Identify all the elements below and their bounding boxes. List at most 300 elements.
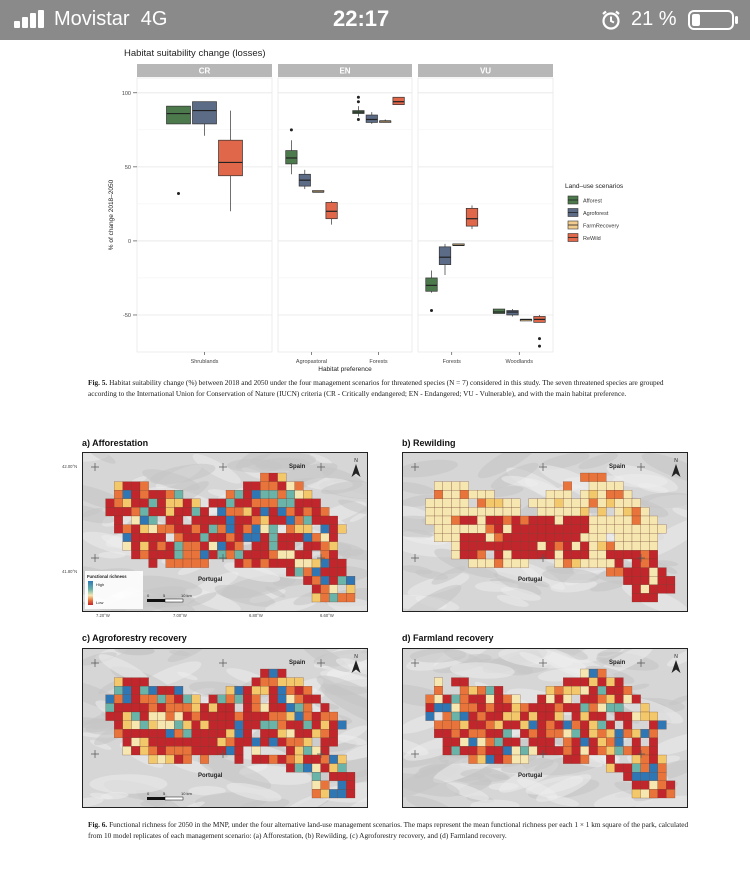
grid-cell xyxy=(477,712,486,721)
grid-cell xyxy=(649,781,658,790)
grid-cell xyxy=(260,678,269,687)
map-title-afforestation: a) Afforestation xyxy=(82,438,149,448)
grid-cell xyxy=(321,789,330,798)
grid-cell xyxy=(641,712,650,721)
grid-cell xyxy=(252,490,261,499)
grid-cell xyxy=(451,738,460,747)
grid-cell xyxy=(598,507,607,516)
grid-cell xyxy=(123,482,132,491)
grid-cell xyxy=(269,533,278,542)
grid-cell xyxy=(243,686,252,695)
grid-cell xyxy=(503,516,512,525)
grid-cell xyxy=(460,721,469,730)
grid-cell xyxy=(512,712,521,721)
grid-cell xyxy=(260,533,269,542)
grid-cell xyxy=(580,542,589,551)
grid-cell xyxy=(252,507,261,516)
x-tick-label: Forests xyxy=(442,359,461,365)
grid-cell xyxy=(295,490,304,499)
north-label: N xyxy=(354,654,358,660)
grid-cell xyxy=(598,525,607,534)
grid-cell xyxy=(426,703,435,712)
grid-cell xyxy=(192,542,201,551)
grid-cell xyxy=(183,729,192,738)
grid-cell xyxy=(166,686,175,695)
grid-cell xyxy=(623,525,632,534)
grid-cell xyxy=(295,678,304,687)
figure5-caption: Fig. 5. Habitat suitability change (%) between 2018 and 2050 under the four management scenarios for threatened species (N = 7) considered in this study. The seven threatened species are grouped according to the International Union for Conservation of Nature (IUCN) criteria (CR - Critically endangered; EN - Endangered; VU - Vulnerable), and with the main habitat preference. xyxy=(88,378,664,398)
lon-label: 6.60°W xyxy=(320,613,334,618)
grid-cell xyxy=(140,746,149,755)
grid-cell xyxy=(346,789,355,798)
grid-cell xyxy=(589,695,598,704)
grid-cell xyxy=(269,712,278,721)
grid-cell xyxy=(183,559,192,568)
grid-cell xyxy=(666,585,675,594)
grid-cell xyxy=(623,516,632,525)
grid-cell xyxy=(434,533,443,542)
grid-cell xyxy=(200,542,209,551)
grid-cell xyxy=(494,507,503,516)
grid-cell xyxy=(174,686,183,695)
grid-cell xyxy=(632,738,641,747)
grid-cell xyxy=(486,559,495,568)
grid-cell xyxy=(503,755,512,764)
grid-cell xyxy=(157,755,166,764)
grid-cell xyxy=(252,755,261,764)
grid-cell xyxy=(235,516,244,525)
grid-cell xyxy=(572,559,581,568)
grid-cell xyxy=(338,593,347,602)
grid-cell xyxy=(329,568,338,577)
grid-cell xyxy=(192,533,201,542)
grid-cell xyxy=(555,721,564,730)
grid-cell xyxy=(183,525,192,534)
grid-cell xyxy=(658,781,667,790)
box-afforest xyxy=(286,151,297,164)
grid-cell xyxy=(529,499,538,508)
grid-cell xyxy=(546,490,555,499)
grid-cell xyxy=(537,533,546,542)
grid-cell xyxy=(469,533,478,542)
grid-cell xyxy=(217,712,226,721)
grid-cell xyxy=(589,559,598,568)
grid-cell xyxy=(183,738,192,747)
grid-cell xyxy=(615,678,624,687)
map-title-rewilding: b) Rewilding xyxy=(402,438,456,448)
grid-cell xyxy=(451,721,460,730)
grid-cell xyxy=(278,721,287,730)
grid-cell xyxy=(278,686,287,695)
grid-cell xyxy=(303,568,312,577)
grid-cell xyxy=(649,729,658,738)
grid-cell xyxy=(183,746,192,755)
grid-cell xyxy=(477,738,486,747)
grid-cell xyxy=(649,712,658,721)
grid-cell xyxy=(252,499,261,508)
grid-cell xyxy=(329,576,338,585)
grid-cell xyxy=(157,738,166,747)
grid-cell xyxy=(477,721,486,730)
grid-cell xyxy=(243,712,252,721)
grid-cell xyxy=(512,507,521,516)
grid-cell xyxy=(563,499,572,508)
grid-cell xyxy=(632,576,641,585)
grid-cell xyxy=(623,695,632,704)
grid-cell xyxy=(529,729,538,738)
grid-cell xyxy=(460,746,469,755)
grid-cell xyxy=(598,482,607,491)
grid-cell xyxy=(589,525,598,534)
grid-cell xyxy=(174,542,183,551)
grid-cell xyxy=(649,516,658,525)
panel-label: CR xyxy=(198,66,211,76)
grid-cell xyxy=(572,499,581,508)
grid-cell xyxy=(598,738,607,747)
grid-cell xyxy=(426,695,435,704)
grid-cell xyxy=(520,533,529,542)
grid-cell xyxy=(149,729,158,738)
grid-cell xyxy=(303,703,312,712)
grid-cell xyxy=(346,576,355,585)
box-rewild xyxy=(466,208,478,226)
grid-cell xyxy=(443,499,452,508)
grid-cell xyxy=(166,507,175,516)
grid-cell xyxy=(312,712,321,721)
grid-cell xyxy=(641,568,650,577)
grid-cell xyxy=(312,576,321,585)
grid-cell xyxy=(520,516,529,525)
grid-cell xyxy=(303,712,312,721)
grid-cell xyxy=(131,482,140,491)
lon-label: 7.20°W xyxy=(96,613,110,618)
north-label: N xyxy=(674,654,678,660)
outlier-point xyxy=(357,118,360,121)
grid-cell xyxy=(174,516,183,525)
grid-cell xyxy=(537,507,546,516)
grid-cell xyxy=(123,721,132,730)
grid-cell xyxy=(598,516,607,525)
grid-cell xyxy=(312,781,321,790)
grid-cell xyxy=(269,542,278,551)
grid-cell xyxy=(252,695,261,704)
grid-cell xyxy=(623,499,632,508)
grid-cell xyxy=(572,550,581,559)
grid-cell xyxy=(312,559,321,568)
grid-cell xyxy=(460,533,469,542)
grid-cell xyxy=(460,678,469,687)
grid-cell xyxy=(321,568,330,577)
grid-cell xyxy=(580,473,589,482)
scale-label: 0 xyxy=(147,593,150,598)
grid-cell xyxy=(486,507,495,516)
grid-cell xyxy=(460,525,469,534)
grid-cell xyxy=(546,686,555,695)
box-afforest xyxy=(493,309,505,313)
grid-cell xyxy=(278,542,287,551)
grid-cell xyxy=(623,490,632,499)
grid-cell xyxy=(312,542,321,551)
grid-cell xyxy=(537,721,546,730)
grid-cell xyxy=(469,755,478,764)
grid-cell xyxy=(278,516,287,525)
grid-cell xyxy=(183,703,192,712)
outlier-point xyxy=(538,345,541,348)
grid-cell xyxy=(123,499,132,508)
grid-cell xyxy=(529,550,538,559)
grid-cell xyxy=(486,755,495,764)
label-spain: Spain xyxy=(609,464,626,470)
grid-cell xyxy=(434,525,443,534)
grid-cell xyxy=(623,576,632,585)
grid-cell xyxy=(243,482,252,491)
grid-cell xyxy=(312,764,321,773)
grid-cell xyxy=(512,516,521,525)
grid-cell xyxy=(658,789,667,798)
grid-cell xyxy=(451,533,460,542)
grid-cell xyxy=(580,712,589,721)
grid-cell xyxy=(486,695,495,704)
grid-cell xyxy=(477,746,486,755)
grid-cell xyxy=(563,490,572,499)
grid-cell xyxy=(632,559,641,568)
grid-cell xyxy=(580,525,589,534)
grid-cell xyxy=(546,721,555,730)
grid-cell xyxy=(321,729,330,738)
carrier-name: Movistar 4G xyxy=(54,8,168,30)
grid-cell xyxy=(632,525,641,534)
x-tick-label: Forests xyxy=(369,359,388,365)
grid-cell xyxy=(546,738,555,747)
grid-cell xyxy=(252,516,261,525)
grid-cell xyxy=(321,593,330,602)
grid-cell xyxy=(589,542,598,551)
grid-cell xyxy=(537,516,546,525)
grid-cell xyxy=(563,525,572,534)
grid-cell xyxy=(260,703,269,712)
grid-cell xyxy=(286,516,295,525)
grid-cell xyxy=(460,686,469,695)
grid-cell xyxy=(260,507,269,516)
grid-cell xyxy=(555,746,564,755)
grid-cell xyxy=(192,550,201,559)
grid-cell xyxy=(295,482,304,491)
grid-cell xyxy=(598,473,607,482)
grid-cell xyxy=(580,703,589,712)
grid-cell xyxy=(563,746,572,755)
grid-cell xyxy=(329,721,338,730)
grid-cell xyxy=(451,482,460,491)
grid-cell xyxy=(217,703,226,712)
grid-cell xyxy=(303,686,312,695)
grid-cell xyxy=(183,755,192,764)
grid-cell xyxy=(460,712,469,721)
grid-cell xyxy=(512,525,521,534)
grid-cell xyxy=(183,507,192,516)
grid-cell xyxy=(494,499,503,508)
grid-cell xyxy=(451,542,460,551)
grid-cell xyxy=(286,550,295,559)
grid-cell xyxy=(114,721,123,730)
grid-cell xyxy=(329,755,338,764)
grid-cell xyxy=(338,772,347,781)
grid-cell xyxy=(615,482,624,491)
legend-gradient xyxy=(88,581,93,605)
grid-cell xyxy=(451,703,460,712)
grid-cell xyxy=(520,559,529,568)
grid-cell xyxy=(286,738,295,747)
grid-cell xyxy=(615,738,624,747)
grid-cell xyxy=(632,507,641,516)
grid-cell xyxy=(443,729,452,738)
grid-cell xyxy=(174,533,183,542)
grid-cell xyxy=(520,729,529,738)
grid-cell xyxy=(666,576,675,585)
grid-cell xyxy=(321,559,330,568)
grid-cell xyxy=(572,712,581,721)
grid-cell xyxy=(149,499,158,508)
grid-cell xyxy=(200,738,209,747)
lat-label: 41.80°N xyxy=(62,569,78,574)
grid-cell xyxy=(174,490,183,499)
grid-cell xyxy=(563,533,572,542)
grid-cell xyxy=(580,686,589,695)
grid-cell xyxy=(503,550,512,559)
grid-cell xyxy=(149,516,158,525)
grid-cell xyxy=(269,686,278,695)
grid-cell xyxy=(529,533,538,542)
grid-cell xyxy=(589,721,598,730)
grid-cell xyxy=(649,533,658,542)
grid-cell xyxy=(329,559,338,568)
grid-cell xyxy=(321,781,330,790)
grid-cell xyxy=(606,755,615,764)
grid-cell xyxy=(503,533,512,542)
grid-cell xyxy=(486,703,495,712)
grid-cell xyxy=(615,703,624,712)
grid-cell xyxy=(209,542,218,551)
grid-cell xyxy=(278,550,287,559)
grid-cell xyxy=(606,542,615,551)
grid-cell xyxy=(260,559,269,568)
grid-cell xyxy=(140,686,149,695)
grid-cell xyxy=(512,703,521,712)
grid-cell xyxy=(209,525,218,534)
grid-cell xyxy=(494,729,503,738)
grid-cell xyxy=(183,695,192,704)
grid-cell xyxy=(286,729,295,738)
grid-cell xyxy=(114,695,123,704)
grid-cell xyxy=(114,678,123,687)
grid-cell xyxy=(166,525,175,534)
grid-cell xyxy=(174,499,183,508)
box-rewild xyxy=(326,202,337,218)
grid-cell xyxy=(321,576,330,585)
grid-cell xyxy=(217,507,226,516)
grid-cell xyxy=(537,542,546,551)
grid-cell xyxy=(269,525,278,534)
grid-cell xyxy=(477,559,486,568)
grid-cell xyxy=(460,507,469,516)
grid-cell xyxy=(486,516,495,525)
grid-cell xyxy=(494,695,503,704)
grid-cell xyxy=(503,729,512,738)
grid-cell xyxy=(295,525,304,534)
grid-cell xyxy=(286,533,295,542)
grid-cell xyxy=(563,755,572,764)
grid-cell xyxy=(477,533,486,542)
grid-cell xyxy=(658,755,667,764)
grid-cell xyxy=(606,550,615,559)
grid-cell xyxy=(520,542,529,551)
grid-cell xyxy=(312,721,321,730)
grid-cell xyxy=(658,568,667,577)
grid-cell xyxy=(658,525,667,534)
grid-cell xyxy=(503,507,512,516)
grid-cell xyxy=(157,507,166,516)
grid-cell xyxy=(209,550,218,559)
grid-cell xyxy=(649,568,658,577)
grid-cell xyxy=(546,542,555,551)
grid-cell xyxy=(123,729,132,738)
grid-cell xyxy=(278,533,287,542)
grid-cell xyxy=(286,686,295,695)
grid-cell xyxy=(529,738,538,747)
grid-cell xyxy=(321,525,330,534)
grid-cell xyxy=(286,678,295,687)
grid-cell xyxy=(303,499,312,508)
grid-cell xyxy=(589,738,598,747)
grid-cell xyxy=(477,703,486,712)
grid-cell xyxy=(192,695,201,704)
grid-cell xyxy=(149,550,158,559)
grid-cell xyxy=(598,703,607,712)
grid-cell xyxy=(537,738,546,747)
grid-cell xyxy=(260,729,269,738)
hillshade-ridge xyxy=(90,774,168,794)
grid-cell xyxy=(572,686,581,695)
grid-cell xyxy=(469,703,478,712)
grid-cell xyxy=(166,746,175,755)
grid-cell xyxy=(649,755,658,764)
grid-cell xyxy=(235,525,244,534)
grid-cell xyxy=(546,533,555,542)
grid-cell xyxy=(321,755,330,764)
grid-cell xyxy=(451,678,460,687)
grid-cell xyxy=(286,746,295,755)
grid-cell xyxy=(641,559,650,568)
scale-label: 10 km xyxy=(181,791,192,796)
grid-cell xyxy=(494,533,503,542)
grid-cell xyxy=(346,593,355,602)
grid-cell xyxy=(598,559,607,568)
grid-cell xyxy=(589,550,598,559)
grid-cell xyxy=(623,507,632,516)
grid-cell xyxy=(338,764,347,773)
grid-cell xyxy=(572,738,581,747)
grid-cell xyxy=(477,695,486,704)
grid-cell xyxy=(572,525,581,534)
grid-cell xyxy=(494,525,503,534)
grid-cell xyxy=(140,721,149,730)
grid-cell xyxy=(295,516,304,525)
grid-cell xyxy=(174,695,183,704)
grid-cell xyxy=(278,490,287,499)
grid-cell xyxy=(598,542,607,551)
grid-cell xyxy=(546,703,555,712)
grid-cell xyxy=(149,542,158,551)
grid-cell xyxy=(252,712,261,721)
